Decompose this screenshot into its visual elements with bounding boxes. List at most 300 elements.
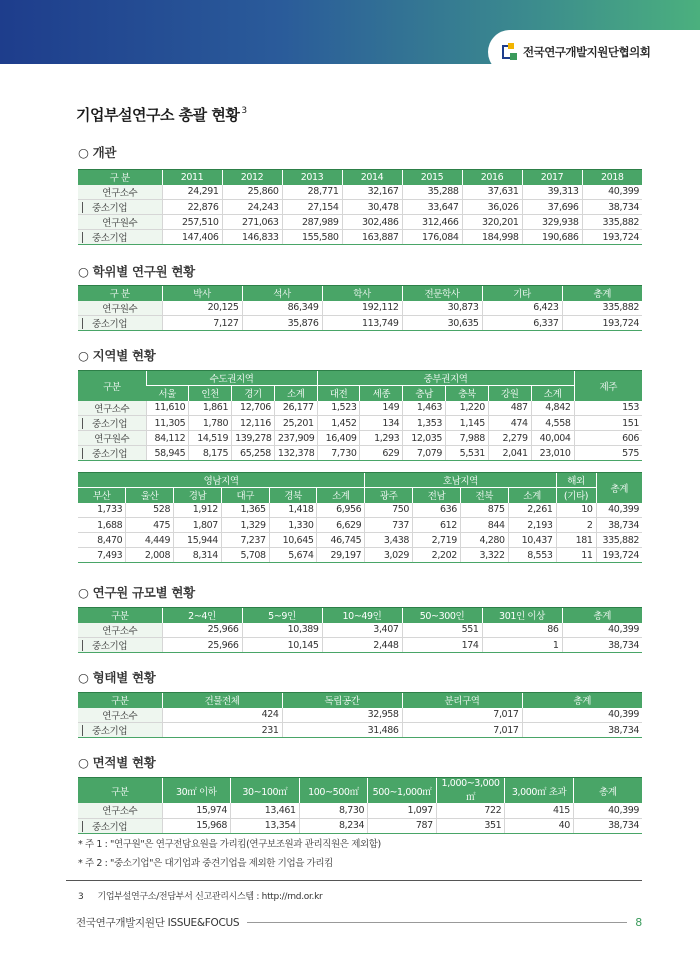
table-cell: 7,237 bbox=[221, 533, 269, 548]
table-cell: 33,647 bbox=[402, 200, 462, 215]
table-cell: 3,322 bbox=[460, 548, 508, 563]
table-row bbox=[78, 200, 642, 215]
section-heading-degree: ○ 학위별 연구원 현황 bbox=[78, 264, 195, 279]
header-cell: 100~500㎡ bbox=[299, 778, 368, 804]
row-label: 중소기업 bbox=[78, 316, 162, 331]
table-cell: 38,734 bbox=[573, 818, 642, 833]
section-heading-scale: ○ 연구원 규모별 현황 bbox=[78, 585, 195, 600]
header-cell: 2014 bbox=[342, 170, 402, 185]
header-cell: (기타) bbox=[556, 488, 596, 503]
table-scale bbox=[78, 607, 642, 653]
header-cell: 분리구역 bbox=[402, 693, 522, 708]
table-cell: 11,610 bbox=[146, 401, 189, 416]
table-cell: 65,258 bbox=[232, 446, 275, 461]
row-label: 중소기업 bbox=[78, 638, 162, 653]
table-cell: 58,945 bbox=[146, 446, 189, 461]
header-cell: 총계 bbox=[596, 473, 642, 503]
header-cell: 대구 bbox=[221, 488, 269, 503]
table-cell: 636 bbox=[413, 503, 461, 518]
header-cell: 수도권지역 bbox=[146, 371, 317, 386]
table-cell: 24,291 bbox=[162, 185, 222, 200]
table-cell: 2,261 bbox=[508, 503, 556, 518]
header-cell: 소계 bbox=[274, 386, 317, 401]
table-cell: 2,448 bbox=[322, 638, 402, 653]
table-cell: 151 bbox=[574, 416, 642, 431]
table-cell: 1,688 bbox=[78, 518, 126, 533]
header-cell: 구 분 bbox=[78, 286, 162, 301]
table-header-row bbox=[78, 778, 642, 804]
header-cell: 경남 bbox=[174, 488, 222, 503]
table-row bbox=[78, 230, 642, 245]
table-cell: 147,406 bbox=[162, 230, 222, 245]
table-cell: 84,112 bbox=[146, 431, 189, 446]
table-cell: 10,145 bbox=[242, 638, 322, 653]
org-logo bbox=[488, 30, 700, 74]
table-cell: 1,807 bbox=[174, 518, 222, 533]
table-cell: 7,493 bbox=[78, 548, 126, 563]
table-header-row bbox=[78, 608, 642, 623]
header-cell: 울산 bbox=[126, 488, 174, 503]
table-cell: 20,125 bbox=[162, 301, 242, 316]
table-cell: 193,724 bbox=[582, 230, 642, 245]
header-cell: 석사 bbox=[242, 286, 322, 301]
table-cell: 629 bbox=[360, 446, 403, 461]
table-cell: 302,486 bbox=[342, 215, 402, 230]
table-cell: 176,084 bbox=[402, 230, 462, 245]
table-cell: 475 bbox=[126, 518, 174, 533]
table-cell: 12,706 bbox=[232, 401, 275, 416]
table-cell: 7,017 bbox=[402, 708, 522, 723]
row-label: 중소기업 bbox=[78, 446, 146, 461]
header-cell: 충북 bbox=[446, 386, 489, 401]
row-label: 중소기업 bbox=[78, 723, 162, 738]
header-cell: 2017 bbox=[522, 170, 582, 185]
table-cell: 7,017 bbox=[402, 723, 522, 738]
table-cell: 6,956 bbox=[317, 503, 365, 518]
table-cell: 193,724 bbox=[562, 316, 642, 331]
table-cell: 4,842 bbox=[531, 401, 574, 416]
table-cell: 2,008 bbox=[126, 548, 174, 563]
table-cell: 1,861 bbox=[189, 401, 232, 416]
table-row bbox=[78, 431, 642, 446]
header-cell: 경북 bbox=[269, 488, 317, 503]
header-cell: 구분 bbox=[78, 371, 146, 401]
table-header-row bbox=[78, 286, 642, 301]
header-cell: 전북 bbox=[460, 488, 508, 503]
table-group-row bbox=[78, 473, 642, 488]
page-title bbox=[76, 104, 247, 125]
table-area bbox=[78, 777, 642, 834]
header-cell: 2018 bbox=[582, 170, 642, 185]
table-cell: 844 bbox=[460, 518, 508, 533]
header-cell: 소계 bbox=[508, 488, 556, 503]
page-footer bbox=[76, 915, 642, 930]
table-cell: 26,177 bbox=[274, 401, 317, 416]
table-cell: 113,749 bbox=[322, 316, 402, 331]
table-cell: 15,944 bbox=[174, 533, 222, 548]
header-cell: 건물전체 bbox=[162, 693, 282, 708]
table-row bbox=[78, 818, 642, 833]
table-cell: 1,145 bbox=[446, 416, 489, 431]
table-row bbox=[78, 723, 642, 738]
table-cell: 1,418 bbox=[269, 503, 317, 518]
table-cell: 40,399 bbox=[562, 623, 642, 638]
header-cell: 구분 bbox=[78, 608, 162, 623]
header-cell: 총계 bbox=[562, 608, 642, 623]
table-row bbox=[78, 316, 642, 331]
header-cell: 2012 bbox=[222, 170, 282, 185]
table-cell: 551 bbox=[402, 623, 482, 638]
table-row bbox=[78, 548, 642, 563]
table-cell: 23,010 bbox=[531, 446, 574, 461]
table-cell: 40,399 bbox=[522, 708, 642, 723]
header-cell: 1,000~3,000㎡ bbox=[436, 778, 505, 804]
table-cell: 7,730 bbox=[317, 446, 360, 461]
table-cell: 13,354 bbox=[231, 818, 300, 833]
table-cell: 190,686 bbox=[522, 230, 582, 245]
table-cell: 528 bbox=[126, 503, 174, 518]
table-header-row bbox=[78, 170, 642, 185]
table-cell: 875 bbox=[460, 503, 508, 518]
header-cell: 301인 이상 bbox=[482, 608, 562, 623]
header-cell: 총계 bbox=[573, 778, 642, 804]
table-cell: 2,193 bbox=[508, 518, 556, 533]
table-cell: 184,998 bbox=[462, 230, 522, 245]
table-row bbox=[78, 803, 642, 818]
table-cell: 15,974 bbox=[162, 803, 231, 818]
table-cell: 86,349 bbox=[242, 301, 322, 316]
table-cell: 39,313 bbox=[522, 185, 582, 200]
table-row bbox=[78, 708, 642, 723]
table-cell: 30,478 bbox=[342, 200, 402, 215]
table-cell: 38,734 bbox=[562, 638, 642, 653]
header-cell: 총계 bbox=[522, 693, 642, 708]
table-cell: 3,407 bbox=[322, 623, 402, 638]
row-label: 연구소수 bbox=[78, 708, 162, 723]
table-cell: 335,882 bbox=[596, 533, 642, 548]
table-cell: 320,201 bbox=[462, 215, 522, 230]
table-cell: 181 bbox=[556, 533, 596, 548]
table-row bbox=[78, 215, 642, 230]
footer-divider bbox=[247, 922, 627, 923]
header-cell: 인천 bbox=[189, 386, 232, 401]
table-cell: 5,708 bbox=[221, 548, 269, 563]
table-cell: 29,197 bbox=[317, 548, 365, 563]
table-cell: 335,882 bbox=[562, 301, 642, 316]
table-cell: 487 bbox=[488, 401, 531, 416]
section-heading-overview: ○ 개관 bbox=[78, 145, 117, 160]
footnote-divider bbox=[66, 880, 642, 881]
table-cell: 2,202 bbox=[413, 548, 461, 563]
header-cell: 소계 bbox=[531, 386, 574, 401]
header-cell: 구 분 bbox=[78, 170, 162, 185]
table-cell: 25,966 bbox=[162, 638, 242, 653]
table-cell: 12,116 bbox=[232, 416, 275, 431]
table-cell: 10,437 bbox=[508, 533, 556, 548]
table-cell: 15,968 bbox=[162, 818, 231, 833]
table-region-1 bbox=[78, 370, 642, 461]
header-cell: 해외 bbox=[556, 473, 596, 488]
header-cell: 독립공간 bbox=[282, 693, 402, 708]
header-cell: 세종 bbox=[360, 386, 403, 401]
table-cell: 24,243 bbox=[222, 200, 282, 215]
table-cell: 1,329 bbox=[221, 518, 269, 533]
table-subheader-row bbox=[78, 488, 642, 503]
table-cell: 8,730 bbox=[299, 803, 368, 818]
header-cell: 부산 bbox=[78, 488, 126, 503]
table-cell: 40 bbox=[505, 818, 574, 833]
table-cell: 1,452 bbox=[317, 416, 360, 431]
table-cell: 10,645 bbox=[269, 533, 317, 548]
table-cell: 30,635 bbox=[402, 316, 482, 331]
table-cell: 37,696 bbox=[522, 200, 582, 215]
publication-name: 전국연구개발지원단 ISSUE&FOCUS bbox=[76, 917, 240, 929]
table-cell: 3,438 bbox=[365, 533, 413, 548]
table-cell: 1,523 bbox=[317, 401, 360, 416]
table-group-row bbox=[78, 371, 642, 386]
table-cell: 424 bbox=[162, 708, 282, 723]
table-subheader-row bbox=[78, 386, 642, 401]
table-row bbox=[78, 518, 642, 533]
note-1: * 주 1 : "연구원"은 연구전담요원을 가리킴(연구보조원과 관리직원은 제외함) bbox=[78, 839, 381, 850]
table-cell: 7,988 bbox=[446, 431, 489, 446]
table-cell: 25,201 bbox=[274, 416, 317, 431]
table-cell: 312,466 bbox=[402, 215, 462, 230]
header-cell: 3,000㎡ 초과 bbox=[505, 778, 574, 804]
table-cell: 257,510 bbox=[162, 215, 222, 230]
note-2: * 주 2 : "중소기업"은 대기업과 중견기업을 제외한 기업을 가리킴 bbox=[78, 858, 333, 869]
table-cell: 146,833 bbox=[222, 230, 282, 245]
table-cell: 37,631 bbox=[462, 185, 522, 200]
table-cell: 4,280 bbox=[460, 533, 508, 548]
table-cell: 46,745 bbox=[317, 533, 365, 548]
table-cell: 31,486 bbox=[282, 723, 402, 738]
table-cell: 2 bbox=[556, 518, 596, 533]
table-cell: 30,873 bbox=[402, 301, 482, 316]
table-cell: 474 bbox=[488, 416, 531, 431]
page-number: 8 bbox=[635, 916, 642, 929]
row-label: 연구소수 bbox=[78, 623, 162, 638]
table-row bbox=[78, 185, 642, 200]
header-cell: 호남지역 bbox=[365, 473, 556, 488]
table-overview bbox=[78, 169, 642, 245]
row-label: 연구소수 bbox=[78, 185, 162, 200]
table-cell: 1 bbox=[482, 638, 562, 653]
section-heading-region: ○ 지역별 현황 bbox=[78, 348, 156, 363]
table-cell: 3,029 bbox=[365, 548, 413, 563]
table-header-row bbox=[78, 693, 642, 708]
header-cell: 구분 bbox=[78, 693, 162, 708]
table-cell: 16,409 bbox=[317, 431, 360, 446]
header-cell: 2015 bbox=[402, 170, 462, 185]
table-cell: 750 bbox=[365, 503, 413, 518]
table-cell: 612 bbox=[413, 518, 461, 533]
table-cell: 7,079 bbox=[403, 446, 446, 461]
table-cell: 575 bbox=[574, 446, 642, 461]
table-row bbox=[78, 638, 642, 653]
table-region-2 bbox=[78, 472, 642, 563]
table-cell: 28,771 bbox=[282, 185, 342, 200]
header-cell: 영남지역 bbox=[78, 473, 365, 488]
header-cell: 박사 bbox=[162, 286, 242, 301]
table-cell: 38,734 bbox=[522, 723, 642, 738]
table-row bbox=[78, 401, 642, 416]
logo-icon bbox=[502, 43, 518, 61]
table-cell: 22,876 bbox=[162, 200, 222, 215]
table-cell: 163,887 bbox=[342, 230, 402, 245]
table-cell: 1,293 bbox=[360, 431, 403, 446]
header-cell: 광주 bbox=[365, 488, 413, 503]
header-cell: 총계 bbox=[562, 286, 642, 301]
header-cell: 구분 bbox=[78, 778, 162, 804]
header-cell: 500~1,000㎡ bbox=[368, 778, 437, 804]
table-cell: 722 bbox=[436, 803, 505, 818]
header-cell: 5~9인 bbox=[242, 608, 322, 623]
table-cell: 32,958 bbox=[282, 708, 402, 723]
header-cell: 학사 bbox=[322, 286, 402, 301]
table-cell: 40,399 bbox=[596, 503, 642, 518]
header-cell: 2~4인 bbox=[162, 608, 242, 623]
table-cell: 11,305 bbox=[146, 416, 189, 431]
table-cell: 329,938 bbox=[522, 215, 582, 230]
table-cell: 1,463 bbox=[403, 401, 446, 416]
header-cell: 10~49인 bbox=[322, 608, 402, 623]
table-cell: 737 bbox=[365, 518, 413, 533]
header-cell: 30~100㎡ bbox=[231, 778, 300, 804]
header-cell: 경기 bbox=[232, 386, 275, 401]
table-cell: 13,461 bbox=[231, 803, 300, 818]
table-cell: 8,470 bbox=[78, 533, 126, 548]
row-label: 중소기업 bbox=[78, 230, 162, 245]
row-label: 중소기업 bbox=[78, 818, 162, 833]
header-cell: 30㎡ 이하 bbox=[162, 778, 231, 804]
table-cell: 237,909 bbox=[274, 431, 317, 446]
header-cell: 서울 bbox=[146, 386, 189, 401]
table-cell: 32,167 bbox=[342, 185, 402, 200]
table-cell: 8,553 bbox=[508, 548, 556, 563]
row-label: 연구소수 bbox=[78, 401, 146, 416]
org-name: 전국연구개발지원단협의회 bbox=[523, 45, 651, 59]
row-label: 연구원수 bbox=[78, 301, 162, 316]
table-row bbox=[78, 533, 642, 548]
table-cell: 174 bbox=[402, 638, 482, 653]
table-cell: 351 bbox=[436, 818, 505, 833]
table-cell: 40,004 bbox=[531, 431, 574, 446]
table-cell: 6,423 bbox=[482, 301, 562, 316]
header-cell: 소계 bbox=[317, 488, 365, 503]
header-cell: 강원 bbox=[488, 386, 531, 401]
header-cell: 기타 bbox=[482, 286, 562, 301]
footnote-text: 기업부설연구소/전담부서 신고관리시스템 : http://rnd.or.kr bbox=[97, 892, 323, 902]
table-cell: 14,519 bbox=[189, 431, 232, 446]
table-cell: 8,234 bbox=[299, 818, 368, 833]
table-cell: 153 bbox=[574, 401, 642, 416]
table-cell: 36,026 bbox=[462, 200, 522, 215]
table-cell: 6,337 bbox=[482, 316, 562, 331]
table-row bbox=[78, 416, 642, 431]
header-cell: 중부권지역 bbox=[317, 371, 574, 386]
table-cell: 27,154 bbox=[282, 200, 342, 215]
table-cell: 4,449 bbox=[126, 533, 174, 548]
table-cell: 155,580 bbox=[282, 230, 342, 245]
table-cell: 415 bbox=[505, 803, 574, 818]
table-cell: 1,365 bbox=[221, 503, 269, 518]
table-cell: 287,989 bbox=[282, 215, 342, 230]
header-cell: 제주 bbox=[574, 371, 642, 401]
table-cell: 2,719 bbox=[413, 533, 461, 548]
table-cell: 6,629 bbox=[317, 518, 365, 533]
header-cell: 충남 bbox=[403, 386, 446, 401]
table-cell: 86 bbox=[482, 623, 562, 638]
table-row bbox=[78, 623, 642, 638]
table-cell: 1,780 bbox=[189, 416, 232, 431]
table-cell: 1,330 bbox=[269, 518, 317, 533]
table-cell: 12,035 bbox=[403, 431, 446, 446]
table-cell: 8,175 bbox=[189, 446, 232, 461]
table-cell: 38,734 bbox=[596, 518, 642, 533]
table-degree bbox=[78, 285, 642, 331]
table-row bbox=[78, 301, 642, 316]
row-label: 연구소수 bbox=[78, 803, 162, 818]
title-text: 기업부설연구소 총괄 현황 bbox=[76, 106, 240, 124]
row-label: 중소기업 bbox=[78, 200, 162, 215]
table-cell: 134 bbox=[360, 416, 403, 431]
row-label: 연구원수 bbox=[78, 215, 162, 230]
table-cell: 35,288 bbox=[402, 185, 462, 200]
header-cell: 2013 bbox=[282, 170, 342, 185]
table-cell: 193,724 bbox=[596, 548, 642, 563]
table-cell: 1,733 bbox=[78, 503, 126, 518]
table-cell: 5,674 bbox=[269, 548, 317, 563]
table-cell: 38,734 bbox=[582, 200, 642, 215]
table-cell: 8,314 bbox=[174, 548, 222, 563]
table-cell: 40,399 bbox=[573, 803, 642, 818]
header-cell: 전문학사 bbox=[402, 286, 482, 301]
table-cell: 25,966 bbox=[162, 623, 242, 638]
table-cell: 7,127 bbox=[162, 316, 242, 331]
table-cell: 335,882 bbox=[582, 215, 642, 230]
table-cell: 606 bbox=[574, 431, 642, 446]
table-cell: 787 bbox=[368, 818, 437, 833]
table-cell: 4,558 bbox=[531, 416, 574, 431]
table-cell: 231 bbox=[162, 723, 282, 738]
header-cell: 2016 bbox=[462, 170, 522, 185]
header-cell: 2011 bbox=[162, 170, 222, 185]
table-cell: 35,876 bbox=[242, 316, 322, 331]
footnote: 3 기업부설연구소/전담부서 신고관리시스템 : http://rnd.or.kr bbox=[78, 892, 323, 902]
table-cell: 10,389 bbox=[242, 623, 322, 638]
title-footnote-ref: 3 bbox=[241, 106, 247, 116]
table-cell: 2,279 bbox=[488, 431, 531, 446]
table-row bbox=[78, 503, 642, 518]
table-cell: 192,112 bbox=[322, 301, 402, 316]
header-cell: 전남 bbox=[413, 488, 461, 503]
table-cell: 25,860 bbox=[222, 185, 282, 200]
table-cell: 1,220 bbox=[446, 401, 489, 416]
table-cell: 139,278 bbox=[232, 431, 275, 446]
table-cell: 5,531 bbox=[446, 446, 489, 461]
table-cell: 149 bbox=[360, 401, 403, 416]
table-cell: 1,353 bbox=[403, 416, 446, 431]
table-cell: 40,399 bbox=[582, 185, 642, 200]
row-label: 연구원수 bbox=[78, 431, 146, 446]
table-cell: 11 bbox=[556, 548, 596, 563]
header-cell: 대전 bbox=[317, 386, 360, 401]
table-cell: 1,097 bbox=[368, 803, 437, 818]
section-heading-area: ○ 면적별 현황 bbox=[78, 755, 156, 770]
table-row bbox=[78, 446, 642, 461]
section-heading-form: ○ 형태별 현황 bbox=[78, 670, 156, 685]
